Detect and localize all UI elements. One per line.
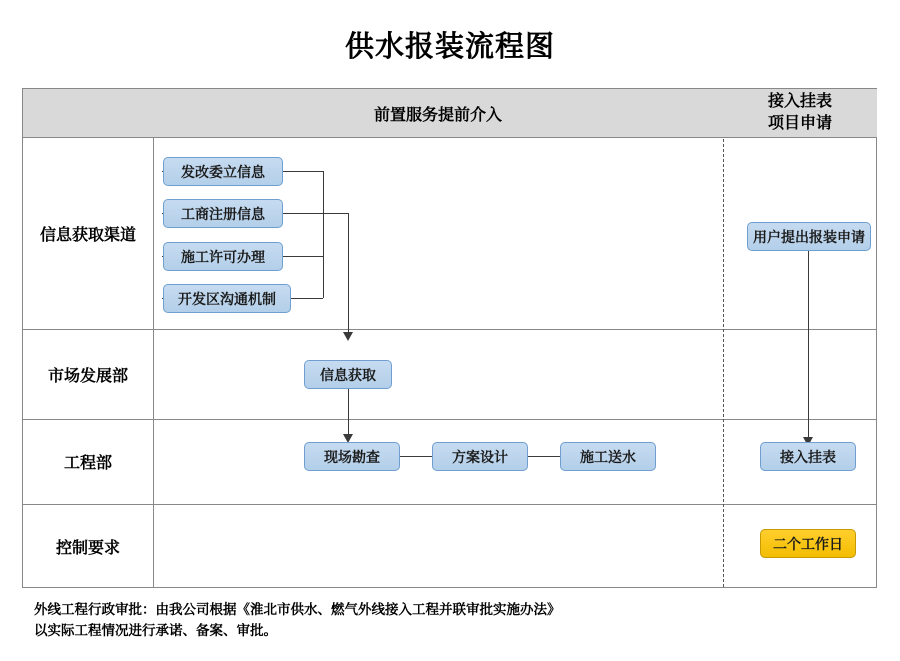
arrow-down-icon (343, 332, 353, 341)
table-header-corner (23, 89, 153, 137)
node-two-working-days[interactable]: 二个工作日 (760, 529, 856, 558)
node-site-survey[interactable]: 现场勘查 (304, 442, 400, 471)
table-column-divider-dashed (723, 89, 724, 587)
row-label-info-channels: 信息获取渠道 (39, 226, 136, 244)
row-label-control-requirement: 控制要求 (55, 539, 120, 557)
node-construction-water-supply[interactable]: 施工送水 (560, 442, 656, 471)
node-construction-permit[interactable]: 施工许可办理 (163, 242, 283, 271)
node-access-meter[interactable]: 接入挂表 (760, 442, 856, 471)
node-dev-zone-communication[interactable]: 开发区沟通机制 (163, 284, 291, 313)
footnote (34, 600, 561, 642)
node-business-registration[interactable]: 工商注册信息 (163, 199, 283, 228)
row-label-engineering-dept: 工程部 (63, 455, 112, 472)
flowchart-table (22, 88, 877, 588)
page-title: 供水报装流程图 (344, 31, 555, 63)
connector-line (348, 389, 349, 437)
connector-line (348, 213, 349, 335)
footnote-line-1: 外线工程行政审批：由我公司根据《淮北市供水、燃气外线接入工程并联审批实施办法》 (34, 602, 561, 617)
footnote-line-2: 以实际工程情况进行承诺、备案、审批。 (34, 622, 277, 638)
table-column-divider (153, 89, 154, 587)
connector-line (323, 171, 324, 298)
node-user-application[interactable]: 用户提出报装申请 (747, 222, 871, 251)
connector-line (323, 213, 348, 214)
table-header-right-line1: 接入挂表 (767, 93, 832, 111)
row-label-market-dept: 市场发展部 (47, 367, 128, 385)
node-info-gathering[interactable]: 信息获取 (304, 360, 392, 389)
node-scheme-design[interactable]: 方案设计 (432, 442, 528, 471)
table-header-right-line2: 项目申请 (767, 115, 832, 132)
node-ndrc-info[interactable]: 发改委立信息 (163, 157, 283, 186)
connector-line (808, 251, 809, 441)
table-header-middle: 前置服务提前介入 (153, 89, 723, 137)
table-header-right (723, 89, 877, 137)
